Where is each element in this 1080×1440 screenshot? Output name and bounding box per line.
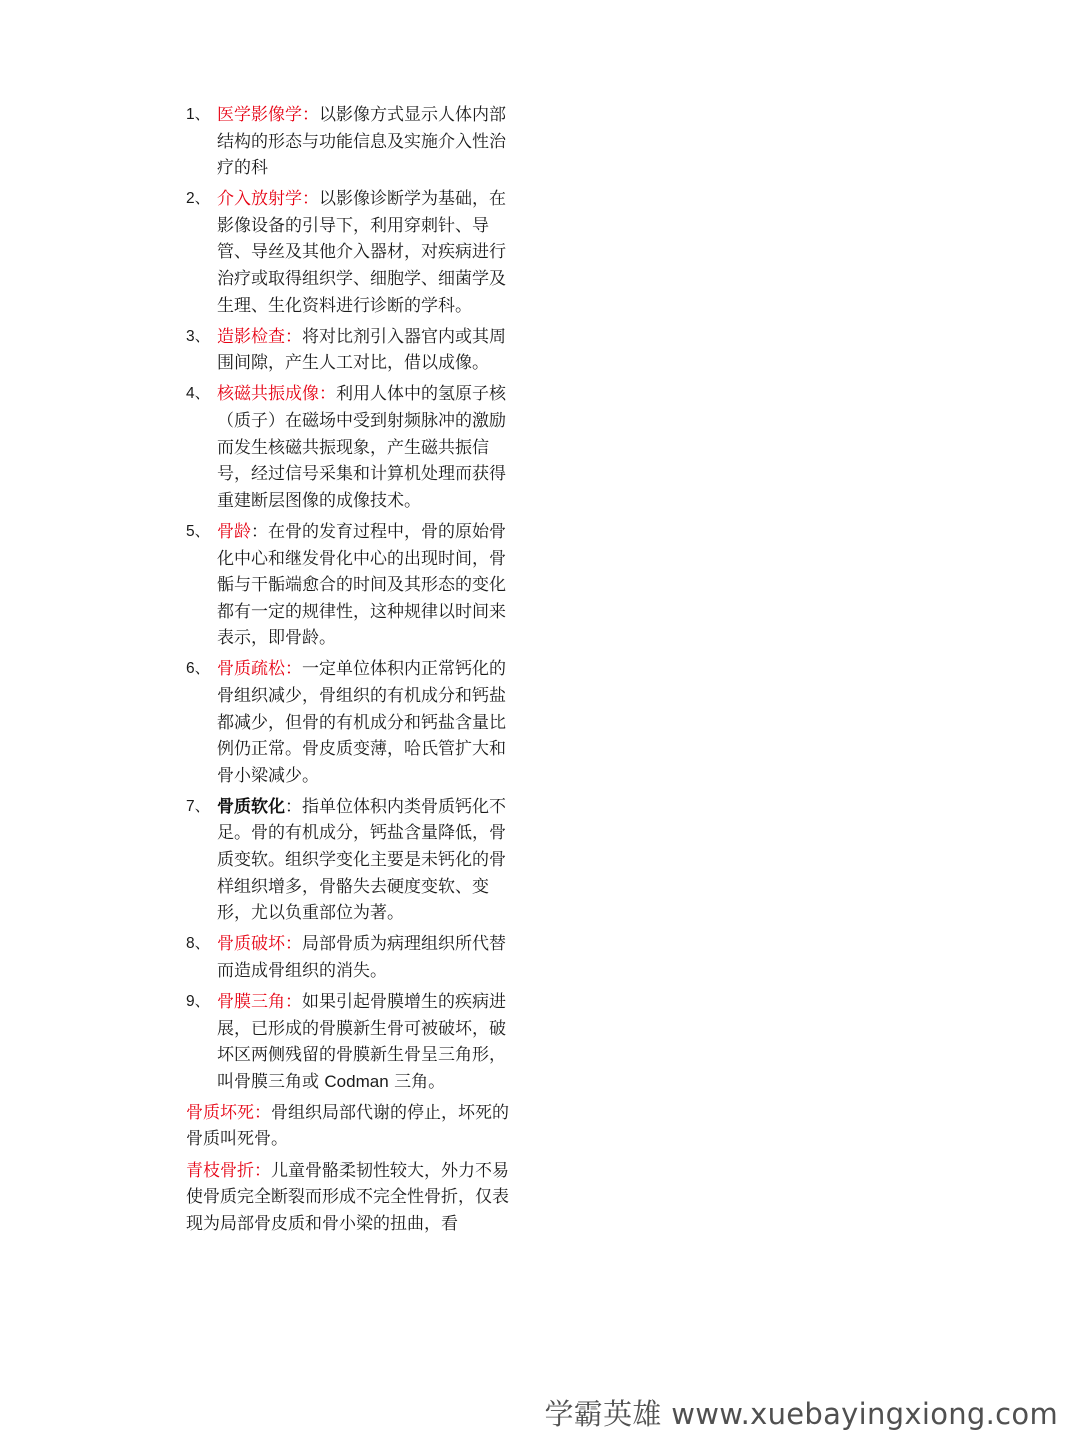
list-item [186, 989, 516, 1095]
item-number: 7、 [186, 797, 211, 815]
term-label: 医学影像学： [217, 105, 319, 125]
term-definition: 如果引起骨膜增生的疾病进展，已形成的骨膜新生骨可被破坏，破坏区两侧残留的骨膜新生骨呈三角形，叫骨膜三角或 [217, 992, 506, 1092]
term-label: 骨质软化 [217, 796, 285, 817]
list-item [186, 794, 516, 927]
item-text [217, 794, 506, 927]
paragraph [186, 1100, 511, 1153]
item-text [217, 324, 506, 377]
item-number: 6、 [186, 660, 211, 678]
term-label: 核磁共振成像： [217, 384, 336, 405]
item-number: 4、 [186, 385, 211, 403]
term-label: 骨龄 [217, 521, 251, 542]
term-definition: 骨组织局部代谢的停止，坏死的骨质叫死骨。 [186, 1102, 509, 1150]
term-definition: ：在骨的发育过程中，骨的原始骨化中心和继发骨化中心的出现时间，骨骺与干骺端愈合的时间及其形态的变化都有一定的规律性，这种规律以时间来表示，即骨龄。 [217, 521, 506, 649]
item-text [217, 381, 506, 514]
list-item [186, 656, 516, 789]
list-item [186, 381, 516, 514]
list-item [186, 324, 516, 377]
item-number: 5、 [186, 522, 211, 540]
item-text [217, 989, 506, 1095]
term-definition: 利用人体中的氢原子核（质子）在磁场中受到射频脉冲的激励而发生核磁共振现象，产生磁共振信号，经过信号采集和计算机处理而获得重建断层图像的成像技术。 [217, 384, 506, 511]
item-text [217, 102, 506, 182]
term-definition-latin: Codman [324, 1071, 389, 1091]
item-text [217, 931, 506, 984]
paragraph [186, 1158, 511, 1238]
term-definition: 局部骨质为病理组织所代替而造成骨组织的消失。 [217, 934, 506, 981]
item-text [217, 656, 506, 789]
term-definition: 以影像诊断学为基础，在影像设备的引导下，利用穿刺针、导管、导丝及其他介入器材，对疾病进行治疗或取得组织学、细胞学、细菌学及生理、生化资料进行诊断的学科。 [217, 189, 506, 316]
item-number: 8、 [186, 935, 211, 953]
term-label: 骨膜三角： [217, 992, 302, 1012]
item-number: 9、 [186, 993, 211, 1010]
item-text [217, 519, 506, 652]
term-label: 骨质坏死： [186, 1102, 271, 1123]
site-watermark: 学霸英雄 www.xuebayingxiong.com [544, 1397, 1058, 1431]
list-item [186, 102, 516, 182]
item-number: 2、 [186, 190, 211, 208]
term-definition: 以影像方式显示人体内部结构的形态与功能信息及实施介入性治疗的科 [217, 105, 506, 179]
term-label: 造影检查： [217, 326, 302, 347]
item-number: 3、 [186, 327, 211, 345]
term-definition: 一定单位体积内正常钙化的骨组织减少，骨组织的有机成分和钙盐都减少，但骨的有机成分和钙盐含量比例仍正常。骨皮质变薄，哈氏管扩大和骨小梁减少。 [217, 659, 506, 786]
list-item [186, 931, 516, 984]
term-definition: 将对比剂引入器官内或其周围间隙，产生人工对比，借以成像。 [217, 326, 506, 374]
definitions-list [186, 102, 516, 1242]
term-label: 介入放射学： [217, 189, 319, 210]
term-definition-end: 三角。 [388, 1071, 446, 1092]
term-label: 青枝骨折： [186, 1160, 271, 1181]
list-item [186, 186, 516, 319]
term-definition: 儿童骨骼柔韧性较大，外力不易使骨质完全断裂而形成不完全性骨折，仅表现为局部骨皮质和骨小梁的扭曲，看 [186, 1160, 509, 1234]
term-definition: ：指单位体积内类骨质钙化不足。骨的有机成分，钙盐含量降低，骨质变软。组织学变化主要是未钙化的骨样组织增多，骨骼失去硬度变软、变形，尤以负重部位为著。 [217, 796, 506, 924]
term-label: 骨质疏松： [217, 659, 302, 680]
item-number: 1、 [186, 106, 211, 123]
term-label: 骨质破坏： [217, 934, 302, 955]
list-item [186, 519, 516, 652]
item-text [217, 186, 506, 319]
